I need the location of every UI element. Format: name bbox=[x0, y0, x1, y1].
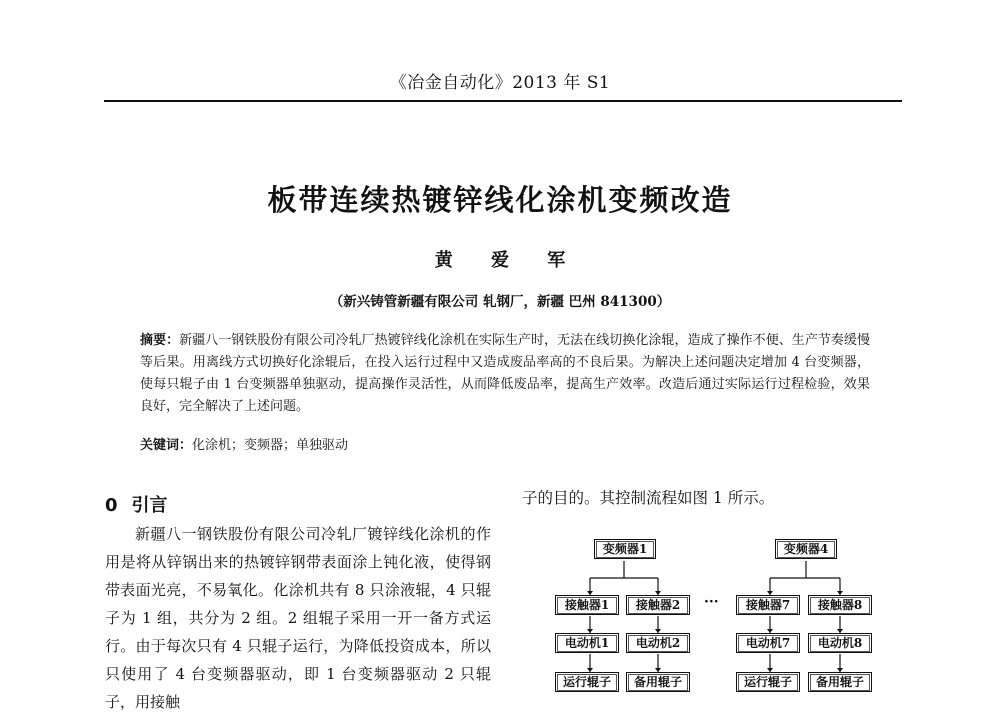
paper-title: 板带连续热镀锌线化涂机变频改造 bbox=[267, 183, 733, 217]
author: 黄 爱 军 bbox=[434, 250, 582, 271]
contactor-8-label: 接触器8 bbox=[810, 597, 870, 614]
body-paragraph: 新疆八一钢铁股份有限公司冷轧厂镀锌线化涂机的作用是将从锌锅出来的热镀锌钢带表面涂上钝化液，使得钢带表面光亮，不易氧化。化涂机共有 8 只涂液辊，4 只辊子为 1 组，共分为 2 组。2 组辊子采用一开一备方式运行。由于每次只有 4 只辊子运行，为降低投资成本，所以只使用了 4 台变频器驱动，即 1 台变频器驱动 2 只辊子，用接触 bbox=[105, 525, 491, 711]
motor-1-label: 电动机1 bbox=[557, 635, 617, 652]
abstract-text: 新疆八一钢铁股份有限公司冷轧厂热镀锌线化涂机在实际生产时，无法在线切换化涂辊，造成了操作不便、生产节奏缓慢等后果。用离线方式切换好化涂辊后，在投入运行过程中又造成废品率高的不良后果。为解决上述问题决定增加 4 台变频器，使每只辊子由 1 台变频器单独驱动，提高操作灵活性，从而降低废品率，提高生产效率。改造后通过实际运行过程检验，效果良好，完全解决了上述问题。 bbox=[140, 333, 870, 414]
spare-roll-right-label: 备用辊子 bbox=[810, 674, 870, 691]
contactor-1-box bbox=[555, 595, 619, 615]
body-right-intro: 子的目的。其控制流程如图 1 所示。 bbox=[522, 489, 775, 507]
inverter-4-label: 变频器4 bbox=[777, 541, 835, 558]
contactor-8-box bbox=[808, 595, 872, 615]
header-rule bbox=[104, 100, 902, 102]
spare-roll-left-label: 备用辊子 bbox=[628, 674, 688, 691]
run-roll-right-label: 运行辊子 bbox=[738, 674, 798, 691]
ellipsis: ··· bbox=[704, 594, 719, 610]
inverter-1-box bbox=[594, 539, 656, 559]
abstract-label: 摘要： bbox=[140, 333, 180, 348]
spare-roll-right-box bbox=[808, 672, 872, 692]
keywords bbox=[140, 436, 870, 456]
motor-7-box bbox=[736, 633, 800, 653]
run-roll-right-box bbox=[736, 672, 800, 692]
contactor-1-label: 接触器1 bbox=[557, 597, 617, 614]
motor-1-box bbox=[555, 633, 619, 653]
abstract bbox=[140, 330, 870, 418]
contactor-2-box bbox=[626, 595, 690, 615]
journal-header: 《冶金自动化》2013 年 S1 bbox=[389, 73, 611, 93]
motor-2-box bbox=[626, 633, 690, 653]
body-left-column bbox=[105, 520, 491, 716]
motor-2-label: 电动机2 bbox=[628, 635, 688, 652]
motor-7-label: 电动机7 bbox=[738, 635, 798, 652]
inverter-4-box bbox=[775, 539, 837, 559]
section-number: 0 bbox=[105, 495, 118, 516]
motor-8-box bbox=[808, 633, 872, 653]
inverter-1-label: 变频器1 bbox=[596, 541, 654, 558]
run-roll-left-box bbox=[555, 672, 619, 692]
spare-roll-left-box bbox=[626, 672, 690, 692]
run-roll-left-label: 运行辊子 bbox=[557, 674, 617, 691]
section-heading bbox=[105, 491, 168, 517]
keywords-label: 关键词： bbox=[140, 438, 193, 453]
contactor-7-box bbox=[736, 595, 800, 615]
affiliation: （新兴铸管新疆有限公司 轧钢厂，新疆 巴州 841300） bbox=[329, 294, 671, 310]
motor-8-label: 电动机8 bbox=[810, 635, 870, 652]
contactor-7-label: 接触器7 bbox=[738, 597, 798, 614]
contactor-2-label: 接触器2 bbox=[628, 597, 688, 614]
keywords-text: 化涂机；变频器；单独驱动 bbox=[192, 438, 349, 453]
section-title: 引言 bbox=[131, 495, 168, 516]
